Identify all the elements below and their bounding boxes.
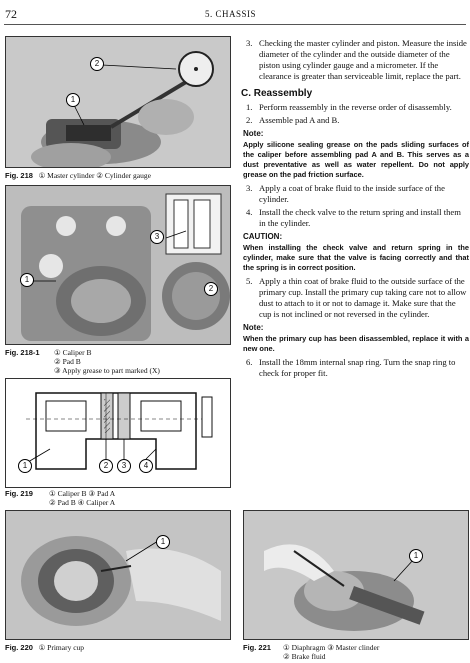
section-heading: C. Reassembly: [241, 88, 313, 99]
figure-219-caption: [5, 489, 116, 507]
reassembly-step-5: [243, 276, 469, 320]
figure-220-caption: [5, 643, 84, 652]
callout-1: 1: [18, 459, 32, 473]
step-text: Checking the master cylinder and piston. Measure the inside diameter of the cylinder and the outside diameter of the piston using cylinder gauge and a micrometer. If the clearance is greater than serviceable limit, replace the part.: [259, 38, 467, 81]
step-number: 1.: [246, 102, 253, 112]
step-number: 6.: [246, 357, 253, 367]
figure-218-caption: [5, 171, 151, 180]
callout-3: 3: [117, 459, 131, 473]
figure-number: Fig. 221: [243, 643, 271, 652]
callout-2: 2: [90, 57, 104, 71]
figure-221-caption: [243, 643, 380, 661]
caption-line-3: ③ Apply grease to part marked (X): [54, 366, 160, 375]
step-number: 3.: [246, 183, 253, 193]
step-text: Install the check valve to the return spring and install them in the cylinder.: [259, 207, 461, 228]
chapter-title: 5. CHASSIS: [205, 9, 257, 19]
caption-line-2: ② Pad B ④ Caliper A: [49, 498, 116, 507]
step-text: Perform reassembly in the reverse order of disassembly.: [259, 102, 452, 112]
callout-1: 1: [66, 93, 80, 107]
caption-line-1: ① Diaphragm ③ Master clinder: [283, 643, 380, 652]
body-text-column: [243, 38, 469, 381]
note-text: When the primary cup has been disassembled, replace it with a new one.: [243, 334, 469, 353]
caption-line-1: ① Caliper B ③ Pad A: [49, 489, 116, 498]
step-3: [243, 38, 469, 82]
page-number: 72: [5, 7, 17, 21]
step-number: 5.: [246, 276, 253, 286]
figure-221-photo: [243, 510, 469, 640]
step-number: 4.: [246, 207, 253, 217]
figure-number: Fig. 220: [5, 643, 33, 652]
figure-number: Fig. 218: [5, 171, 33, 180]
step-text: Apply a thin coat of brake fluid to the outside surface of the primary cup. Install the primary cup taking care not to allow dust to attach to it or not to damage it. Make sure that the cup is not inclined or not reversed in the cylinder.: [259, 276, 467, 319]
callout-2: 2: [99, 459, 113, 473]
note-heading: Note:: [243, 323, 264, 332]
reassembly-step-4: [243, 207, 469, 229]
callout-4: 4: [139, 459, 153, 473]
callout-1: 1: [20, 273, 34, 287]
reassembly-step-3: [243, 183, 469, 205]
callout-2: 2: [204, 282, 218, 296]
note-text: Apply silicone sealing grease on the pads sliding surfaces of the caliper before assembling pad A and B. This serves as a dust preventative as well as water repellent. Do not apply grease on the pad friction surface.: [243, 140, 469, 179]
figure-220-photo: [5, 510, 231, 640]
callout-3: 3: [150, 230, 164, 244]
reassembly-step-1: [243, 102, 469, 113]
reassembly-step-2: [243, 115, 469, 126]
step-number: 2.: [246, 115, 253, 125]
step-number: 3.: [246, 38, 253, 48]
caution-text: When installing the check valve and return spring in the cylinder, make sure that the valve is facing correctly and that the spring is in correct position.: [243, 243, 469, 272]
reassembly-step-6: [243, 357, 469, 379]
step-text: Assemble pad A and B.: [259, 115, 340, 125]
caption-line-1: ① Caliper B: [54, 348, 92, 357]
figure-218-1-photo: [5, 185, 231, 345]
figure-218-photo: [5, 36, 231, 168]
note-heading: Note:: [243, 129, 264, 138]
caption-line-2: ② Pad B: [54, 357, 81, 366]
header-rule: [4, 24, 466, 25]
figure-number: Fig. 218-1: [5, 348, 40, 357]
step-text: Apply a coat of brake fluid to the inside surface of the cylinder.: [259, 183, 445, 204]
figure-218-1-caption: [5, 348, 160, 375]
caption-text: ① Primary cup: [38, 643, 85, 652]
figure-number: Fig. 219: [5, 489, 33, 498]
caption-line-2: ② Brake fluid: [283, 652, 326, 661]
caption-text: ① Master cylinder ② Cylinder gauge: [38, 171, 151, 180]
step-text: Install the 18mm internal snap ring. Turn the snap ring to check for proper fit.: [259, 357, 456, 378]
callout-1: 1: [409, 549, 423, 563]
caution-heading: CAUTION:: [243, 232, 283, 241]
callout-1: 1: [156, 535, 170, 549]
figure-219-diagram: [5, 378, 231, 488]
